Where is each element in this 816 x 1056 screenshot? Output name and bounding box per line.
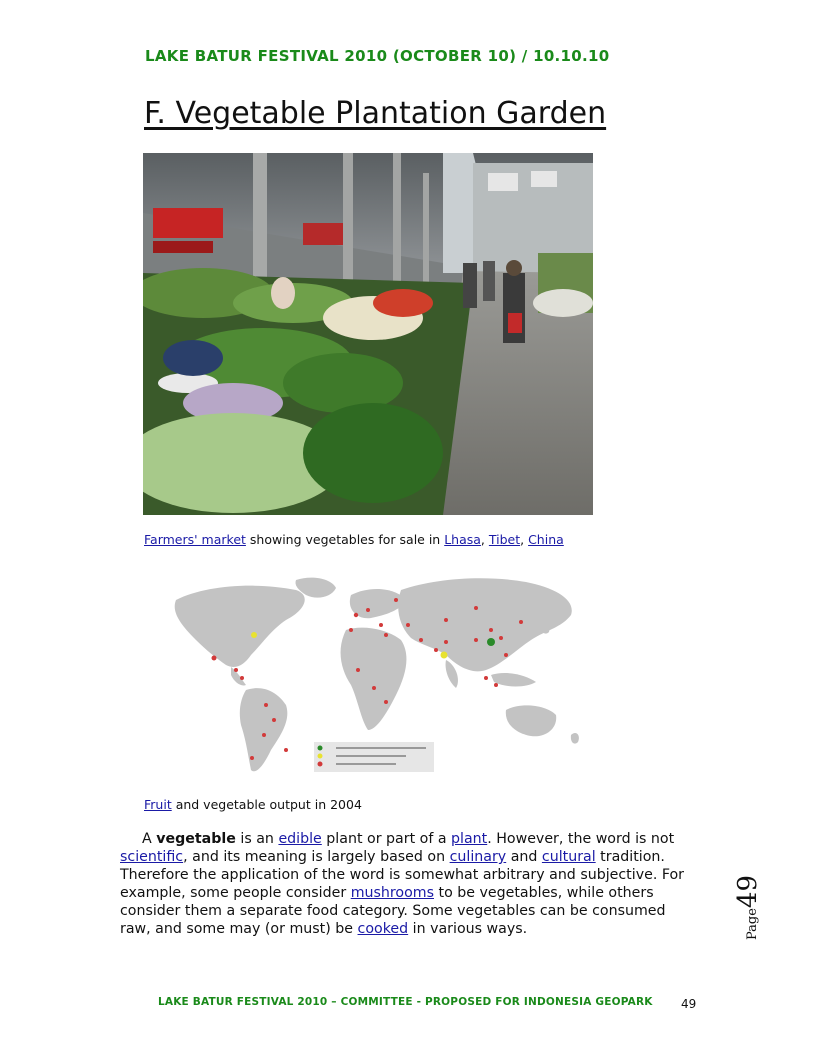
market-photo <box>143 153 593 515</box>
body-text: in various ways. <box>408 921 528 937</box>
caption-separator: , <box>480 532 489 547</box>
link-edible[interactable]: edible <box>278 831 322 847</box>
header-title: LAKE BATUR FESTIVAL 2010 (OCTOBER 10) / 10.10.10 <box>145 47 610 65</box>
side-page-label: Page <box>745 908 760 940</box>
footer-text: LAKE BATUR FESTIVAL 2010 – COMMITTEE - PROPOSED FOR INDONESIA GEOPARK <box>158 996 653 1008</box>
caption-separator: , <box>520 532 529 547</box>
link-scientific[interactable]: scientific <box>120 849 184 865</box>
link-china[interactable]: China <box>528 532 564 547</box>
link-mushrooms[interactable]: mushrooms <box>350 885 434 901</box>
side-page-number <box>733 860 783 940</box>
body-text: A <box>142 831 157 847</box>
link-plant[interactable]: plant <box>451 831 488 847</box>
link-tibet[interactable]: Tibet <box>488 532 521 547</box>
body-text: . However, the word is not <box>487 831 675 847</box>
map-caption <box>144 797 362 812</box>
body-text: and <box>506 849 542 865</box>
photo-caption <box>144 532 564 547</box>
side-page-value: 49 <box>733 874 763 909</box>
footer-page-number: 49 <box>681 997 697 1011</box>
body-text: , and its meaning is largely based on <box>183 849 450 865</box>
body-text: to be vegetables, while others consider them a separate food category. Some vegetables can be consumed raw, and some may (or must) be <box>120 885 666 937</box>
world-map-illustration <box>146 570 596 782</box>
photo-caption-text: showing vegetables for sale in <box>245 532 445 547</box>
map-caption-text: and vegetable output in 2004 <box>171 797 362 812</box>
link-farmers-market[interactable]: Farmers' market <box>144 532 246 547</box>
body-text: plant or part of a <box>321 831 452 847</box>
link-cultural[interactable]: cultural <box>541 849 596 865</box>
section-title: F. Vegetable Plantation Garden <box>144 96 607 131</box>
link-fruit[interactable]: Fruit <box>144 797 172 812</box>
link-cooked[interactable]: cooked <box>357 921 409 937</box>
link-culinary[interactable]: culinary <box>449 849 507 865</box>
body-bold-term: vegetable <box>156 831 236 847</box>
market-photo-illustration <box>143 153 593 515</box>
link-lhasa[interactable]: Lhasa <box>444 532 481 547</box>
body-text: tradition. Therefore the application of the word is somewhat arbitrary and subjective. For example, some people consider <box>120 849 685 901</box>
body-paragraph <box>120 830 700 938</box>
body-text: is an <box>235 831 279 847</box>
world-map <box>146 570 596 782</box>
